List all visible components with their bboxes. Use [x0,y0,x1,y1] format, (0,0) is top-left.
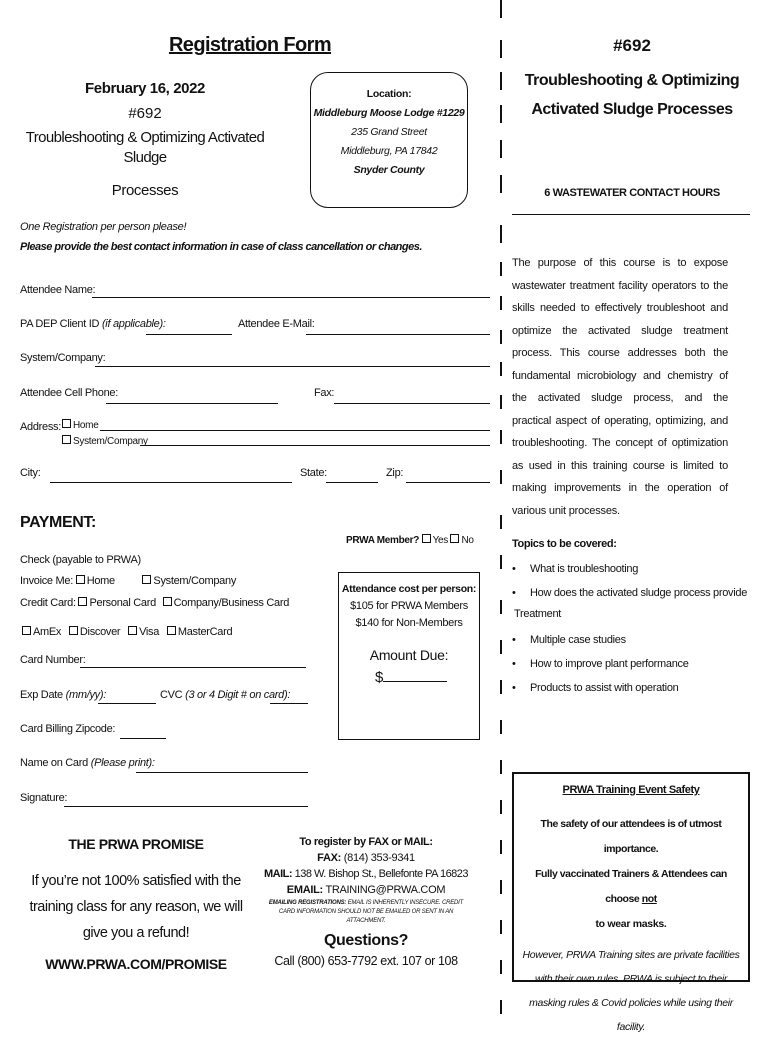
cell-phone-label: Attendee Cell Phone: [20,387,118,399]
topic-text: Multiple case studies [530,634,626,646]
topic-text: How does the activated sludge process provide [530,587,748,599]
side-course-number: #692 [613,36,651,55]
system-company-field[interactable] [95,366,490,367]
name-on-card-text: Name on Card [20,757,88,769]
list-item [512,658,752,670]
course-header [10,80,280,199]
attendee-name-field[interactable] [92,297,490,298]
exp-date-format: (mm/yy): [65,689,106,701]
address-system-text: System/Company [73,436,148,447]
location-county: Snyder County [353,164,425,176]
invoice-row [20,575,236,587]
amount-due-row [339,669,479,686]
fax-label-text: FAX: [317,852,342,864]
course-purpose: The purpose of this course is to expose wastewater treatment facility operators to the skills needed to effectively troubleshoot and optimize the activated sludge treatment process. This course addresses both the fundamental microbiology and chemistry of the activated sludge process, and the practical aspect of operating, optimizing, and troubleshooting. The concept of optimization as used in this training course is limited to making improvements in the operation of various unit processes. [512,257,728,517]
address-label: Address: [20,421,62,433]
topic-text: Products to assist with operation [530,682,679,694]
bullet-icon: • [512,634,516,646]
state-field[interactable] [326,482,378,483]
member-price: $105 for PRWA Members [350,600,468,612]
checkbox-icon[interactable] [128,626,137,635]
list-item-continued [512,608,752,620]
bullet-icon: • [512,563,516,575]
business-card-option[interactable]: Company/Business Card [173,597,290,609]
exp-date-field[interactable] [98,703,156,704]
mail-label-text: MAIL: [264,868,293,880]
location-city: Middleburg, PA 17842 [340,145,438,157]
amex-option[interactable]: AmEx [33,626,62,638]
credit-card-row [20,597,289,609]
fax-field[interactable] [334,403,490,404]
topics-heading: Topics to be covered: [512,538,617,550]
location-street: 235 Grand Street [351,126,427,138]
checkbox-icon[interactable] [62,419,71,428]
checkbox-icon[interactable] [62,435,71,444]
checkbox-icon[interactable] [76,575,85,584]
mastercard-option[interactable]: MasterCard [177,626,233,638]
email-warning-label: EMAILING REGISTRATIONS: [268,900,347,906]
checkbox-icon[interactable] [163,597,172,606]
location-box [310,72,468,208]
checkbox-icon[interactable] [167,626,176,635]
cvc-label [160,689,290,701]
safety-line2 [520,862,742,912]
signature-field[interactable] [64,806,308,807]
register-section [264,836,468,968]
amount-due-label: Amount Due: [369,647,449,663]
client-id-note: (if applicable): [101,318,166,330]
topic-text: Treatment [514,608,562,620]
nonmember-price: $140 for Non-Members [355,617,463,629]
zip-label: Zip: [386,467,404,479]
checkbox-icon[interactable] [78,597,87,606]
payment-heading: PAYMENT: [20,514,96,531]
client-id-text: PA DEP Client ID [20,318,100,330]
location-venue: Middleburg Moose Lodge #1229 [313,107,465,119]
email-label-text: EMAIL: [286,884,323,896]
attendee-name-label: Attendee Name: [20,284,96,296]
address-system-option[interactable] [62,435,148,447]
zip-field[interactable] [406,482,490,483]
attendee-email-label: Attendee E-Mail: [238,318,315,330]
card-type-row [22,626,232,638]
exp-date-label [20,689,106,701]
name-on-card-field[interactable] [136,772,308,773]
side-title-line2: Activated Sludge Processes [531,101,733,118]
address-home-text: Home [73,420,99,431]
dollar-sign: $ [375,669,384,686]
topic-text: What is troubleshooting [530,563,639,575]
cvc-note: (3 or 4 Digit # on card): [185,689,291,701]
member-yes[interactable]: Yes [432,535,448,546]
city-label: City: [20,467,41,479]
safety-line2-emphasis: not [641,893,657,905]
member-no[interactable]: No [461,535,474,546]
contact-hours: 6 WASTEWATER CONTACT HOURS [544,187,720,199]
member-question [346,534,474,546]
location-label: Location: [366,88,412,100]
cvc-field[interactable] [270,703,308,704]
fax-label: Fax: [314,387,335,399]
checkbox-icon[interactable] [422,534,431,543]
course-title-line1: Troubleshooting & Optimizing Activated Sludge [25,129,265,166]
amount-due-field[interactable] [383,681,447,682]
safety-line2-text: Fully vaccinated Trainers & Attendees can choose [535,868,727,905]
safety-heading: PRWA Training Event Safety [562,784,700,796]
course-title-line2: Processes [111,182,179,199]
promise-section [20,836,252,972]
invoice-home[interactable]: Home [86,575,115,587]
promise-heading: THE PRWA PROMISE [68,836,204,852]
register-heading: To register by FAX or MAIL: [299,836,433,848]
checkbox-icon[interactable] [22,626,31,635]
side-title-line1: Troubleshooting & Optimizing [524,72,740,89]
note-one-per-person: One Registration per person please! [20,221,187,233]
cost-heading: Attendance cost per person: [341,583,477,595]
address-line1-field[interactable] [100,430,490,431]
note-contact-info: Please provide the best contact information in case of class cancellation or changes. [20,241,422,253]
address-line2-field[interactable] [140,445,490,446]
member-question-text: PRWA Member? [346,535,420,546]
email-warning [264,899,468,926]
topics-list [512,563,752,694]
safety-line3: to wear masks. [595,918,667,930]
questions-phone: Call (800) 653-7792 ext. 107 or 108 [274,954,458,968]
billing-zip-label: Card Billing Zipcode: [20,723,116,735]
name-on-card-label [20,757,155,769]
list-item [512,563,752,575]
attendee-email-field[interactable] [306,334,490,335]
city-field[interactable] [50,482,292,483]
client-id-label [20,318,166,330]
billing-zip-field[interactable] [120,738,166,739]
register-fax [264,852,468,864]
form-title: Registration Form [168,34,332,56]
invoice-system[interactable]: System/Company [153,575,237,587]
mail-address: 138 W. Bishop St., Bellefonte PA 16823 [294,868,469,880]
card-number-field[interactable] [80,667,306,668]
client-id-field[interactable] [146,334,232,335]
safety-line1: The safety of our attendees is of utmost importance. [540,818,722,855]
safety-policy: However, PRWA Training sites are private facilities with their own rules. PRWA is subject to their masking rules & Covid policies while using their facility. [522,949,740,1033]
invoice-label: Invoice Me: [20,575,73,587]
list-item [512,634,752,646]
register-email [264,884,468,896]
card-number-label: Card Number: [20,654,86,666]
system-company-label: System/Company: [20,352,106,364]
check-option[interactable]: Check (payable to PRWA) [20,554,141,566]
fax-number: (814) 353-9341 [343,852,415,864]
promise-text: If you’re not 100% satisfied with the training class for any reason, we will give you a refund! [29,873,243,941]
state-label: State: [300,467,327,479]
email-warning-text: EMAIL IS INHERENTLY INSECURE. CREDIT CARD INFORMATION SHOULD NOT BE EMAILED OR SENT IN AN ATTACHMENT. [278,900,464,924]
address-home-option[interactable] [62,419,98,431]
signature-label: Signature: [20,792,68,804]
name-on-card-note: (Please print): [90,757,155,769]
safety-box [512,772,750,1033]
credit-card-label: Credit Card: [20,597,76,609]
exp-date-text: Exp Date [20,689,63,701]
cost-box [338,572,480,740]
personal-card-option[interactable]: Personal Card [89,597,156,609]
discover-option[interactable]: Discover [79,626,121,638]
list-item [512,682,752,694]
cell-phone-field[interactable] [106,403,278,404]
bullet-icon: • [512,658,516,670]
course-date: February 16, 2022 [85,80,205,97]
topic-text: How to improve plant performance [530,658,689,670]
bullet-icon: • [512,682,516,694]
email-address[interactable]: TRAINING@PRWA.COM [325,884,446,896]
checkbox-icon[interactable] [450,534,459,543]
cvc-text: CVC [160,689,183,701]
checkbox-icon[interactable] [142,575,151,584]
questions-heading: Questions? [323,932,408,949]
side-header [512,36,752,124]
course-number: #692 [128,105,162,122]
checkbox-icon[interactable] [69,626,78,635]
promise-url[interactable]: WWW.PRWA.COM/PROMISE [45,956,227,972]
list-item [512,587,752,599]
register-mail [264,868,468,880]
side-divider [512,214,750,215]
bullet-icon: • [512,587,516,599]
visa-option[interactable]: Visa [139,626,160,638]
